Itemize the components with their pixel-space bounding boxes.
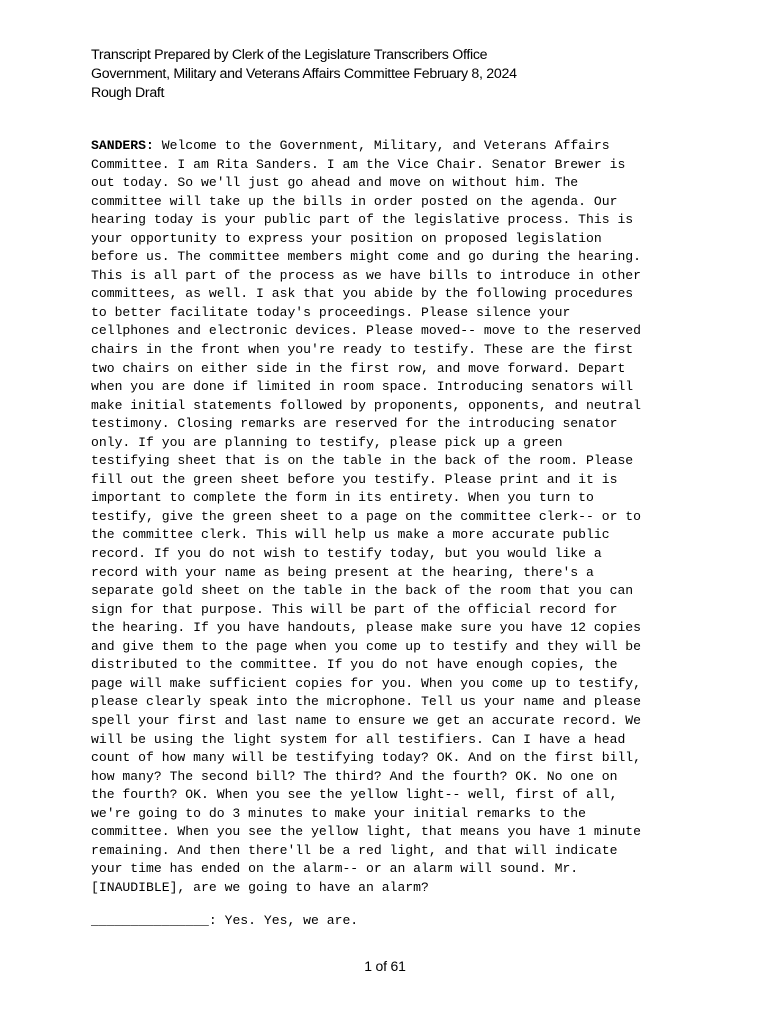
transcript-line: out today. So we'll just go ahead and move on without him. The — [91, 175, 579, 191]
speaker-paragraph-sanders — [91, 137, 691, 897]
transcript-line: testifying sheet that is on the table in the back of the room. Please — [91, 453, 634, 469]
transcript-line: page will make sufficient copies for you. When you come up to testify, — [91, 675, 642, 691]
transcript-line: important to complete the form in its entirety. When you turn to — [91, 490, 594, 506]
transcript-line: hearing today is your public part of the legislative process. This is — [91, 212, 634, 228]
header-committee-date-line: Government, Military and Veterans Affairs Committee February 8, 2024 — [91, 66, 517, 82]
transcript-line: please clearly speak into the microphone. Tell us your name and please — [91, 694, 642, 710]
transcript-line: committee. When you see the yellow light, that means you have 1 minute — [91, 824, 642, 840]
transcript-line: record with your name as being present at the hearing, there's a — [91, 564, 594, 580]
transcript-line: make initial statements followed by proponents, opponents, and neutral — [91, 397, 642, 413]
transcript-line-text: Welcome to the Government, Military, and Veterans Affairs — [153, 138, 610, 153]
transcript-line: distributed to the committee. If you do not have enough copies, the — [91, 657, 618, 673]
transcript-line: your time has ended on the alarm-- or an alarm will sound. Mr. — [91, 861, 579, 877]
transcript-line: Committee. I am Rita Sanders. I am the Vice Chair. Senator Brewer is — [91, 156, 626, 172]
transcript-line: testimony. Closing remarks are reserved for the introducing senator — [91, 416, 618, 432]
transcript-line: remaining. And then there'll be a red light, and that will indicate — [91, 842, 618, 858]
transcript-line: the committee clerk. This will help us make a more accurate public — [91, 527, 610, 543]
transcript-line: we're going to do 3 minutes to make your initial remarks to the — [91, 805, 587, 821]
transcript-line: [INAUDIBLE], are we going to have an alarm? — [91, 879, 429, 895]
header-office-line: Transcript Prepared by Clerk of the Legislature Transcribers Office — [91, 47, 488, 63]
transcript-line: testify, give the green sheet to a page on the committee clerk-- or to — [91, 508, 642, 524]
transcript-header — [91, 46, 711, 103]
transcript-line: committee will take up the bills in order posted on the agenda. Our — [91, 193, 618, 209]
transcript-line: two chairs on either side in the first row, and move forward. Depart — [91, 360, 626, 376]
transcript-line: only. If you are planning to testify, please pick up a green — [91, 434, 563, 450]
transcript-line: sign for that purpose. This will be part of the official record for — [91, 601, 618, 617]
reply-text: : Yes. Yes, we are. — [208, 913, 359, 928]
speaker-paragraph-reply — [91, 912, 358, 931]
transcript-line: how many? The second bill? The third? And the fourth? OK. No one on — [91, 768, 618, 784]
speaker-name-blank: _______________ — [91, 913, 209, 928]
transcript-line: when you are done if limited in room space. Introducing senators will — [91, 379, 634, 395]
transcript-line: committees, as well. I ask that you abide by the following procedures — [91, 286, 634, 302]
transcript-line: record. If you do not wish to testify today, but you would like a — [91, 546, 602, 562]
transcript-line — [91, 137, 691, 156]
transcript-line: will be using the light system for all testifiers. Can I have a head — [91, 731, 626, 747]
transcript-line: to better facilitate today's proceedings. Please silence your — [91, 304, 571, 320]
transcript-line: chairs in the front when you're ready to testify. These are the first — [91, 342, 634, 358]
transcript-line: fill out the green sheet before you testify. Please print and it is — [91, 471, 618, 487]
transcript-line: and give them to the page when you come up to testify and they will be — [91, 638, 642, 654]
transcript-line: the fourth? OK. When you see the yellow light-- well, first of all, — [91, 787, 618, 803]
transcript-line: spell your first and last name to ensure we get an accurate record. We — [91, 712, 642, 728]
transcript-line: your opportunity to express your position on proposed legislation — [91, 230, 602, 246]
transcript-line: This is all part of the process as we have bills to introduce in other — [91, 267, 642, 283]
page-number: 1 of 61 — [364, 958, 406, 974]
transcript-line: separate gold sheet on the table in the back of the room that you can — [91, 583, 634, 599]
header-draft-status: Rough Draft — [91, 85, 165, 101]
transcript-line: the hearing. If you have handouts, please make sure you have 12 copies — [91, 620, 642, 636]
speaker-name: SANDERS: — [91, 138, 154, 153]
transcript-line: before us. The committee members might come and go during the hearing. — [91, 249, 642, 265]
transcript-line: cellphones and electronic devices. Please moved-- move to the reserved — [91, 323, 642, 339]
transcript-line: count of how many will be testifying today? OK. And on the first bill, — [91, 750, 642, 766]
